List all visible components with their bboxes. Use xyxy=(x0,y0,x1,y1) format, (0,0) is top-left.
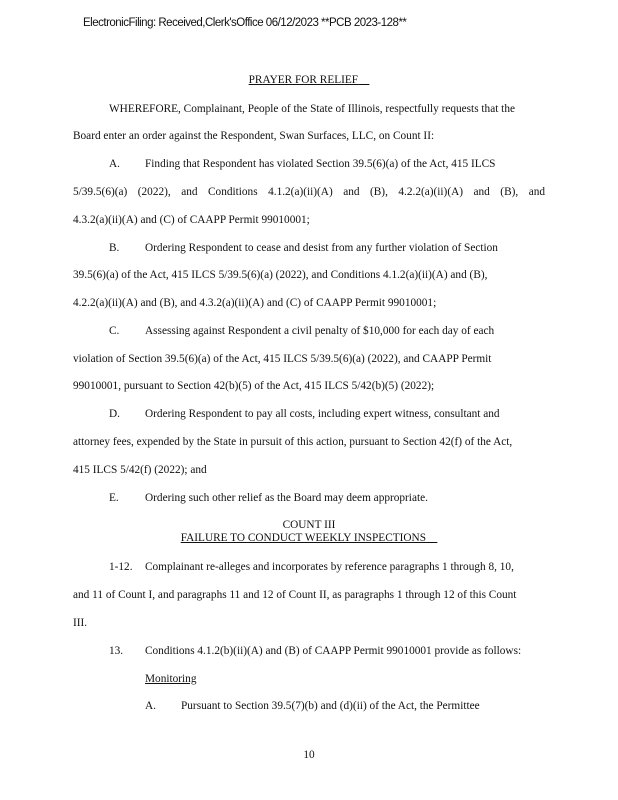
wherefore-line-2: Board enter an order against the Respondent, Swan Surfaces, LLC, on Count II: xyxy=(73,130,435,142)
item-c-line-1: Assessing against Respondent a civil penalty of $10,000 for each day of each xyxy=(145,325,495,337)
item-e-line-1: Ordering such other relief as the Board may deem appropriate. xyxy=(145,492,428,504)
item-b-line-1: Ordering Respondent to cease and desist from any further violation of Section xyxy=(145,242,498,254)
item-c-line-3: 99010001, pursuant to Section 42(b)(5) of the Act, 415 ILCS 5/42(b)(5) (2022); xyxy=(73,380,435,392)
item-d-line-2: attorney fees, expended by the State in pursuit of this action, pursuant to Section 42(f) of the Act, xyxy=(73,436,513,448)
count-heading: COUNT III xyxy=(282,519,336,531)
para-13-label: 13. xyxy=(109,645,124,657)
prayer-heading-text: PRAYER FOR RELIEF xyxy=(248,74,359,86)
para-1-12-line-3: III. xyxy=(73,617,88,629)
item-d-line-1: Ordering Respondent to pay all costs, including expert witness, consultant and xyxy=(145,408,500,420)
para-1-12-line-2: and 11 of Count I, and paragraphs 11 and 12 of Count II, as paragraphs 1 through 12 of this Count xyxy=(73,589,517,601)
item-a-line-1: Finding that Respondent has violated Section 39.5(6)(a) of the Act, 415 ILCS xyxy=(145,158,496,170)
page-number: 10 xyxy=(303,749,315,761)
para-13-text: Conditions 4.1.2(b)(ii)(A) and (B) of CAAPP Permit 99010001 provide as follows: xyxy=(145,645,522,657)
count-title xyxy=(0,531,618,545)
monitoring-heading: Monitoring xyxy=(145,673,197,685)
item-d-label: D. xyxy=(109,408,120,420)
item-b-label: B. xyxy=(109,242,120,254)
wherefore-line-1: WHEREFORE, Complainant, People of the State of Illinois, respectfully requests that the xyxy=(109,103,515,115)
item-a-line-2: 5/39.5(6)(a) (2022), and Conditions 4.1.2(a)(ii)(A) and (B), 4.2.2(a)(ii)(A) and (B), and xyxy=(73,186,545,198)
count-title-text: FAILURE TO CONDUCT WEEKLY INSPECTIONS xyxy=(180,532,427,544)
prayer-heading xyxy=(0,73,618,87)
sub-a-label: A. xyxy=(145,700,156,712)
para-1-12-label: 1-12. xyxy=(109,561,133,573)
item-b-line-3: 4.2.2(a)(ii)(A) and (B), and 4.3.2(a)(ii)(A) and (C) of CAAPP Permit 99010001; xyxy=(73,297,437,309)
sub-a-text: Pursuant to Section 39.5(7)(b) and (d)(ii) of the Act, the Permittee xyxy=(181,700,480,712)
item-c-label: C. xyxy=(109,325,120,337)
item-c-line-2: violation of Section 39.5(6)(a) of the Act, 415 ILCS 5/39.5(6)(a) (2022), and CAAPP Permit xyxy=(73,353,492,365)
item-a-line-3: 4.3.2(a)(ii)(A) and (C) of CAAPP Permit 99010001; xyxy=(73,214,310,226)
item-d-line-3: 415 ILCS 5/42(f) (2022); and xyxy=(73,464,207,476)
item-b-line-2: 39.5(6)(a) of the Act, 415 ILCS 5/39.5(6)(a) (2022), and Conditions 4.1.2(a)(ii)(A) and (B), xyxy=(73,269,488,281)
efiling-header: ElectronicFiling: Received,Clerk'sOffice 06/12/2023 **PCB 2023-128** xyxy=(83,17,407,29)
para-1-12-line-1: Complainant re-alleges and incorporates by reference paragraphs 1 through 8, 10, xyxy=(145,561,514,573)
item-a-label: A. xyxy=(109,158,120,170)
item-e-label: E. xyxy=(109,492,119,504)
